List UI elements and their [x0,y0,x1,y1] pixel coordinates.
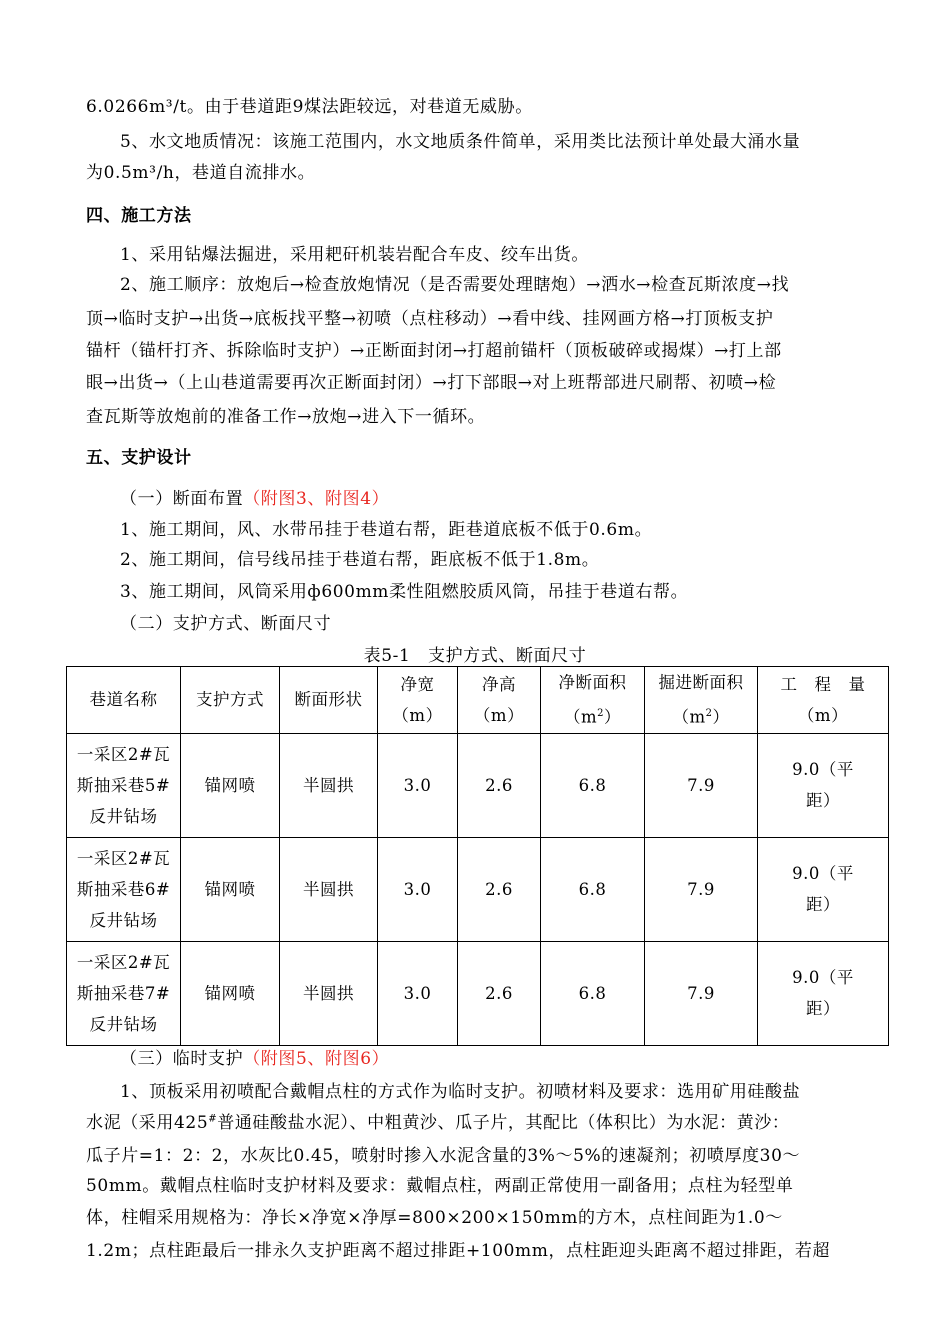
subsection-heading: （二）支护方式、断面尺寸 [120,614,332,634]
cell-net-area: 6.8 [541,733,645,837]
cell-net-area: 6.8 [541,941,645,1045]
cell-dig-area: 7.9 [645,733,758,837]
paragraph-line: 2、施工顺序：放炮后→检查放炮情况（是否需要处理瞎炮）→洒水→检查瓦斯浓度→找 [120,275,790,295]
cell-width: 3.0 [378,733,458,837]
paragraph-line: 3、施工期间，风筒采用ф600mm柔性阻燃胶质风筒，吊挂于巷道右帮。 [120,582,689,602]
paragraph-line: 2、施工期间，信号线吊挂于巷道右帮，距底板不低于1.8m。 [120,550,600,570]
header-cell: 净宽 （m） [378,667,458,734]
subsection-heading [120,484,389,509]
cell-shape: 半圆拱 [280,941,378,1045]
header-cell: 巷道名称 [67,667,181,734]
cell-shape: 半圆拱 [280,733,378,837]
table-caption: 表5-1 支护方式、断面尺寸 [363,646,587,666]
paragraph-line: 5、水文地质情况：该施工范围内，水文地质条件简单，采用类比法预计单处最大涌水量 [120,132,801,152]
subsection-heading [120,1044,389,1069]
section-heading: 五、支护设计 [86,448,192,468]
header-cell: 断面形状 [280,667,378,734]
section-heading: 四、施工方法 [86,206,192,226]
cell-height: 2.6 [458,837,541,941]
header-cell: 净断面积 $(m^2)$ [541,667,645,734]
cell-quantity: 9.0（平 距） [758,941,889,1045]
subsection-title: （一）断面布置 [120,489,244,509]
cell-dig-area: 7.9 [645,941,758,1045]
paragraph-line: 水泥（采用425#普通硅酸盐水泥）、中粗黄沙、瓜子片，其配比（体积比）为水泥：黄沙： [86,1113,790,1133]
paragraph-line: 1.2m；点柱距最后一排永久支护距离不超过排距+100mm，点柱距迎头距离不超过排距，若超 [86,1241,831,1261]
table-row [67,941,889,1045]
paragraph-line: 6.0266m³/t。由于巷道距9煤法距较远，对巷道无威胁。 [86,97,533,117]
cell-quantity: 9.0（平 距） [758,837,889,941]
cell-height: 2.6 [458,941,541,1045]
paragraph-line: 1、顶板采用初喷配合戴帽点柱的方式作为临时支护。初喷材料及要求：选用矿用硅酸盐 [120,1082,801,1102]
cell-dig-area: 7.9 [645,837,758,941]
paragraph-line: 锚杆（锚杆打齐、拆除临时支护）→正断面封闭→打超前锚杆（顶板破碎或揭煤）→打上部 [86,341,782,361]
paragraph-line: 瓜子片=1：2：2，水灰比0.45，喷射时掺入水泥含量的3%～5%的速凝剂；初喷厚度30～ [86,1146,801,1166]
header-cell: 净高 （m） [458,667,541,734]
paragraph-line: 体，柱帽采用规格为：净长×净宽×净厚=800×200×150mm的方木，点柱间距为1.0～ [86,1208,783,1228]
cell-method: 锚网喷 [181,733,280,837]
subsection-title: （三）临时支护 [120,1049,244,1069]
paragraph-line: 为0.5m³/h，巷道自流排水。 [86,163,316,183]
cell-name: 一采区2#瓦 斯抽采巷7# 反井钻场 [67,941,181,1045]
figure-reference: （附图3、附图4） [243,489,390,509]
header-cell: 掘进断面积 $(m^2)$ [645,667,758,734]
cell-method: 锚网喷 [181,941,280,1045]
cell-width: 3.0 [378,837,458,941]
header-cell: 工 程 量 （m） [758,667,889,734]
paragraph-line: 1、采用钻爆法掘进，采用耙矸机装岩配合车皮、绞车出货。 [120,245,590,265]
cell-quantity: 9.0（平 距） [758,733,889,837]
cell-height: 2.6 [458,733,541,837]
table-row [67,733,889,837]
cell-width: 3.0 [378,941,458,1045]
table-row [67,837,889,941]
support-table [66,666,889,1046]
cell-shape: 半圆拱 [280,837,378,941]
cell-name: 一采区2#瓦 斯抽采巷6# 反井钻场 [67,837,181,941]
header-cell: 支护方式 [181,667,280,734]
cell-method: 锚网喷 [181,837,280,941]
cell-net-area: 6.8 [541,837,645,941]
table-header-row [67,667,889,734]
figure-reference: （附图5、附图6） [243,1049,390,1069]
paragraph-line: 顶→临时支护→出货→底板找平整→初喷（点柱移动）→看中线、挂网画方格→打顶板支护 [86,309,774,329]
paragraph-line: 50mm。戴帽点柱临时支护材料及要求：戴帽点柱，两副正常使用一副备用；点柱为轻型单 [86,1176,794,1196]
paragraph-line: 眼→出货→（上山巷道需要再次正断面封闭）→打下部眼→对上班帮部进尺刷帮、初喷→检 [86,373,777,393]
paragraph-line: 1、施工期间，风、水带吊挂于巷道右帮，距巷道底板不低于0.6m。 [120,520,653,540]
paragraph-line: 查瓦斯等放炮前的准备工作→放炮→进入下一循环。 [86,407,486,427]
cell-name: 一采区2#瓦 斯抽采巷5# 反井钻场 [67,733,181,837]
